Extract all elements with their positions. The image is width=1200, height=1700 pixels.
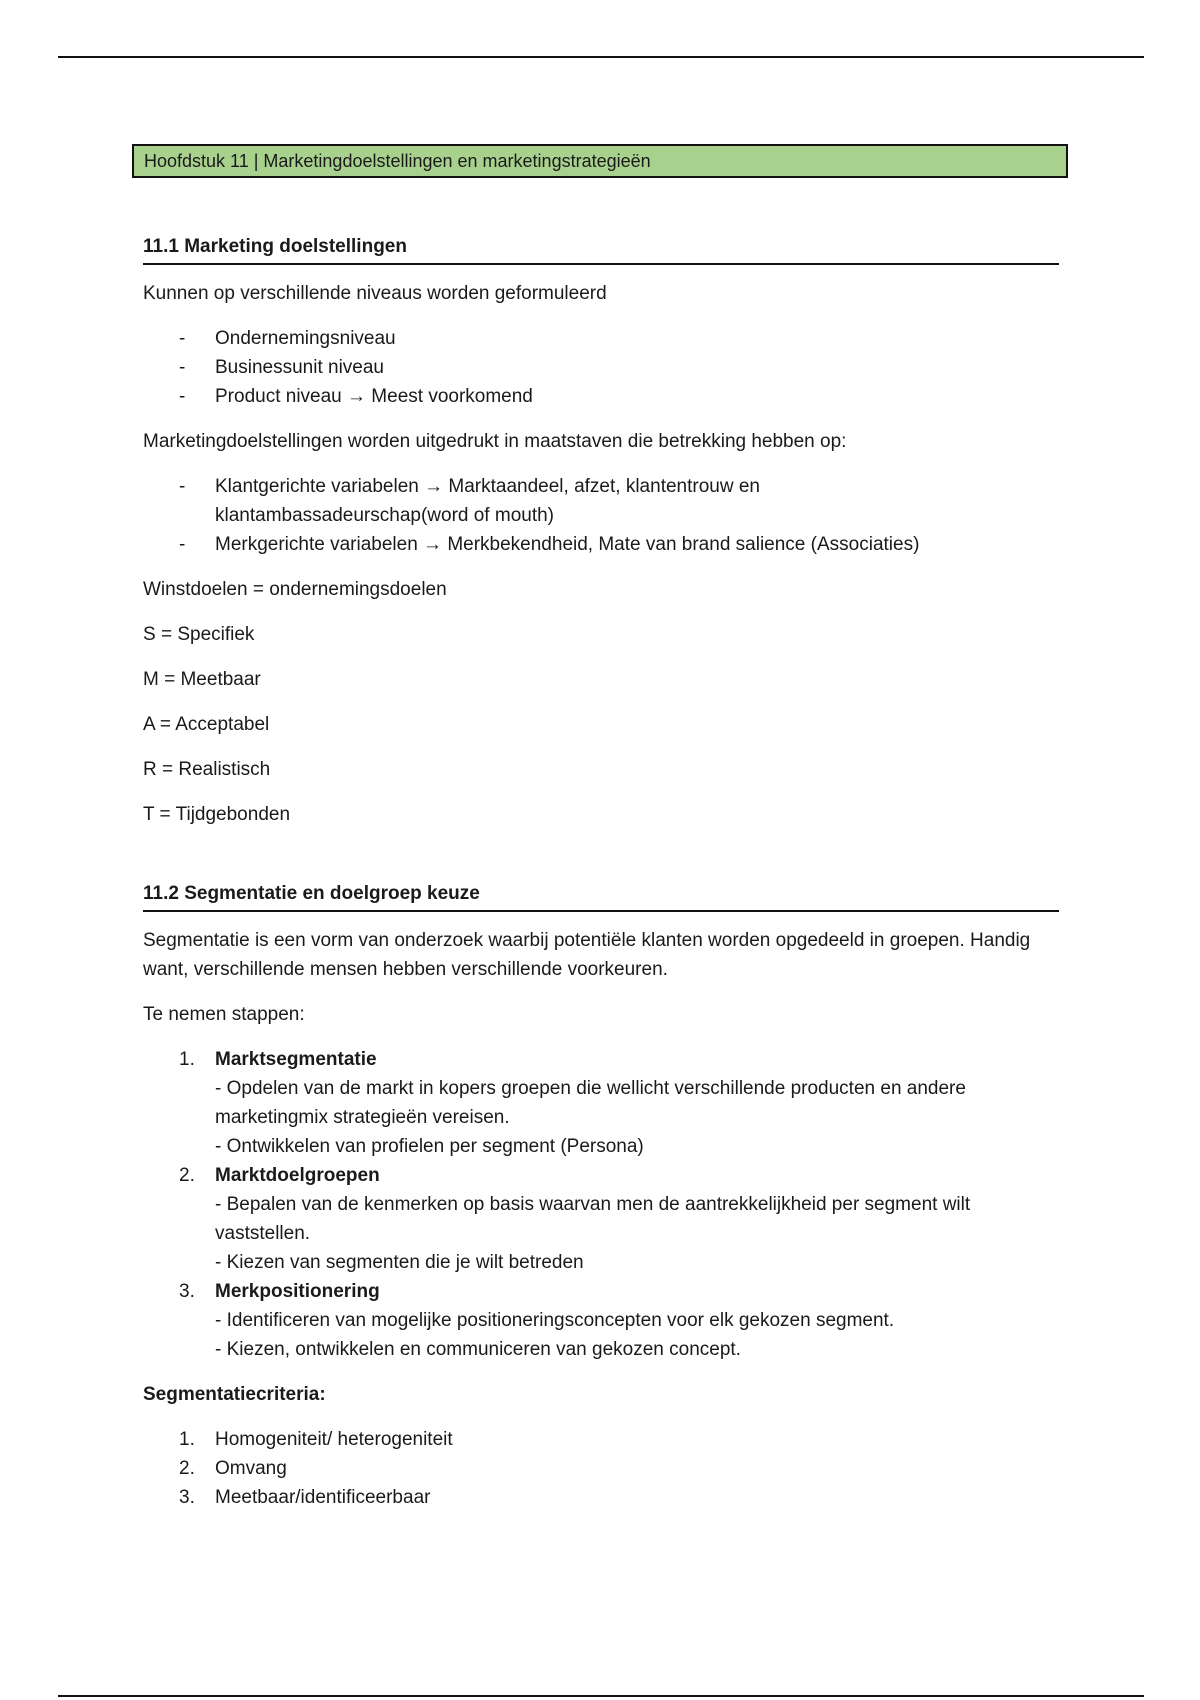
paragraph: Kunnen op verschillende niveaus worden geformuleerd bbox=[143, 283, 607, 304]
smart-item: S = Specifiek bbox=[143, 624, 255, 645]
smart-item: T = Tijdgebonden bbox=[143, 804, 291, 825]
criteria-list bbox=[143, 1425, 1059, 1512]
top-rule bbox=[58, 56, 1144, 58]
list-item: - Ondernemingsniveau bbox=[179, 328, 396, 349]
list-item: - Klantgerichte variabelen → Marktaandeel, afzet, klantentrouw en klantambassadeurschap(word of mouth) bbox=[179, 476, 760, 526]
list-item: - Businessunit niveau bbox=[179, 357, 384, 378]
smart-item: A = Acceptabel bbox=[143, 714, 270, 735]
criteria-heading: Segmentatiecriteria: bbox=[143, 1384, 326, 1405]
paragraph: Segmentatie is een vorm van onderzoek waarbij potentiële klanten worden opgedeeld in groepen. Handig want, verschillende mensen hebben verschillende voorkeuren. bbox=[143, 930, 1031, 980]
list-item: 3. Merkpositionering - Identificeren van mogelijke positioneringsconcepten voor elk gekozen segment. - Kiezen, ontwikkelen en communiceren van gekozen concept. bbox=[179, 1281, 895, 1360]
list-item: 3. Meetbaar/identificeerbaar bbox=[179, 1487, 431, 1508]
smart-item: R = Realistisch bbox=[143, 759, 271, 780]
paragraph: Te nemen stappen: bbox=[143, 1004, 305, 1025]
measures-list bbox=[143, 472, 1059, 559]
list-item: - Product niveau → Meest voorkomend bbox=[179, 386, 533, 407]
chapter-title: Hoofdstuk 11 | Marketingdoelstellingen en marketingstrategieën bbox=[132, 144, 1068, 178]
smart-item: M = Meetbaar bbox=[143, 669, 261, 690]
bottom-rule bbox=[58, 1695, 1144, 1697]
paragraph: Winstdoelen = ondernemingsdoelen bbox=[143, 579, 447, 600]
section-heading-11-1: 11.1 Marketing doelstellingen bbox=[143, 236, 1059, 265]
document-body bbox=[143, 236, 1059, 1528]
list-item: 1. Marktsegmentatie - Opdelen van de markt in kopers groepen die wellicht verschillende producten en andere marketingmix strategieën vereisen. - Ontwikkelen van profielen per segment (Persona) bbox=[179, 1049, 966, 1157]
list-item: 1. Homogeniteit/ heterogeniteit bbox=[179, 1429, 453, 1450]
levels-list bbox=[143, 324, 1059, 411]
list-item: - Merkgerichte variabelen → Merkbekendheid, Mate van brand salience (Associaties) bbox=[179, 534, 920, 555]
smart-block bbox=[143, 575, 1059, 829]
list-item: 2. Marktdoelgroepen - Bepalen van de kenmerken op basis waarvan men de aantrekkelijkheid per segment wilt vaststellen. - Kiezen van segmenten die je wilt betreden bbox=[179, 1165, 971, 1273]
steps-list bbox=[143, 1045, 1059, 1364]
list-item: 2. Omvang bbox=[179, 1458, 287, 1479]
paragraph: Marketingdoelstellingen worden uitgedrukt in maatstaven die betrekking hebben op: bbox=[143, 431, 847, 452]
section-heading-11-2: 11.2 Segmentatie en doelgroep keuze bbox=[143, 883, 1059, 912]
